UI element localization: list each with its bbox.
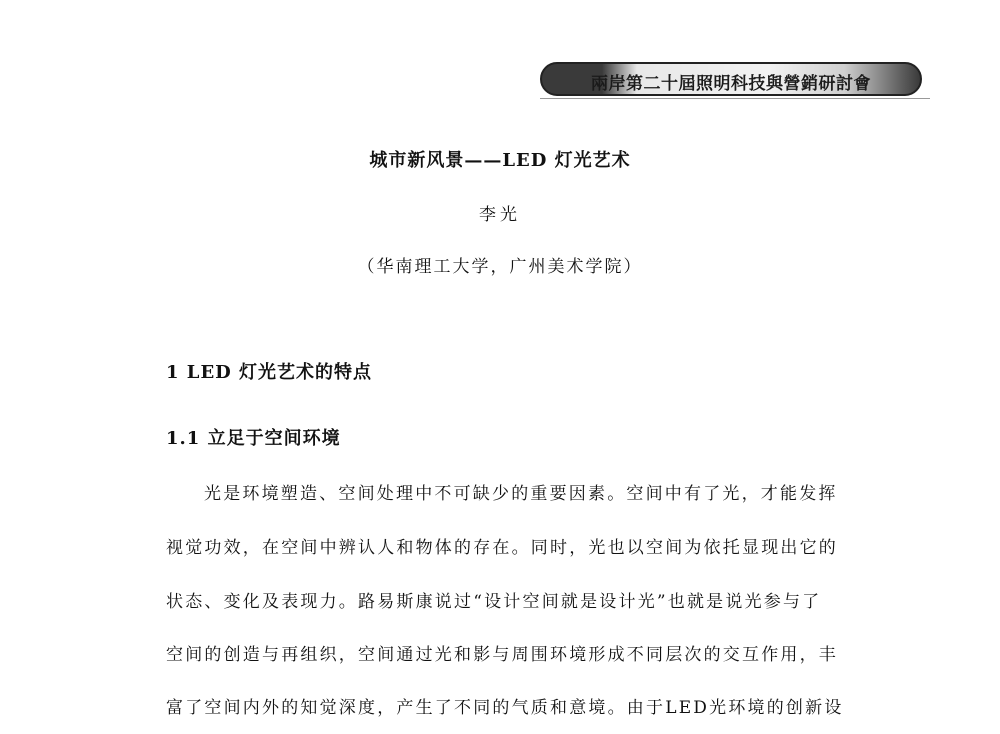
body-line-2: 视觉功效，在空间中辨认人和物体的存在。同时，光也以空间为依托显现出它的 — [166, 538, 838, 558]
body-line-1: 光是环境塑造、空间处理中不可缺少的重要因素。空间中有了光，才能发挥 — [204, 484, 838, 504]
conference-banner-text: 兩岸第二十屆照明科技與營銷研討會 — [591, 74, 871, 94]
paper-affiliation: （华南理工大学，广州美术学院） — [357, 257, 643, 277]
body-line-3: 状态、变化及表现力。路易斯康说过“设计空间就是设计光”也就是说光参与了 — [166, 592, 822, 612]
conference-banner — [540, 62, 922, 96]
subsection-heading-1-1: 1.1 立足于空间环境 — [166, 428, 341, 449]
section-heading-1: 1 LED 灯光艺术的特点 — [166, 362, 373, 383]
banner-underline — [540, 98, 930, 99]
body-line-4: 空间的创造与再组织，空间通过光和影与周围环境形成不同层次的交互作用，丰 — [166, 645, 838, 665]
paper-author: 李光 — [479, 205, 521, 225]
paper-title: 城市新风景——LED 灯光艺术 — [369, 150, 631, 171]
body-line-5: 富了空间内外的知觉深度，产生了不同的气质和意境。由于LED光环境的创新设 — [166, 698, 844, 718]
